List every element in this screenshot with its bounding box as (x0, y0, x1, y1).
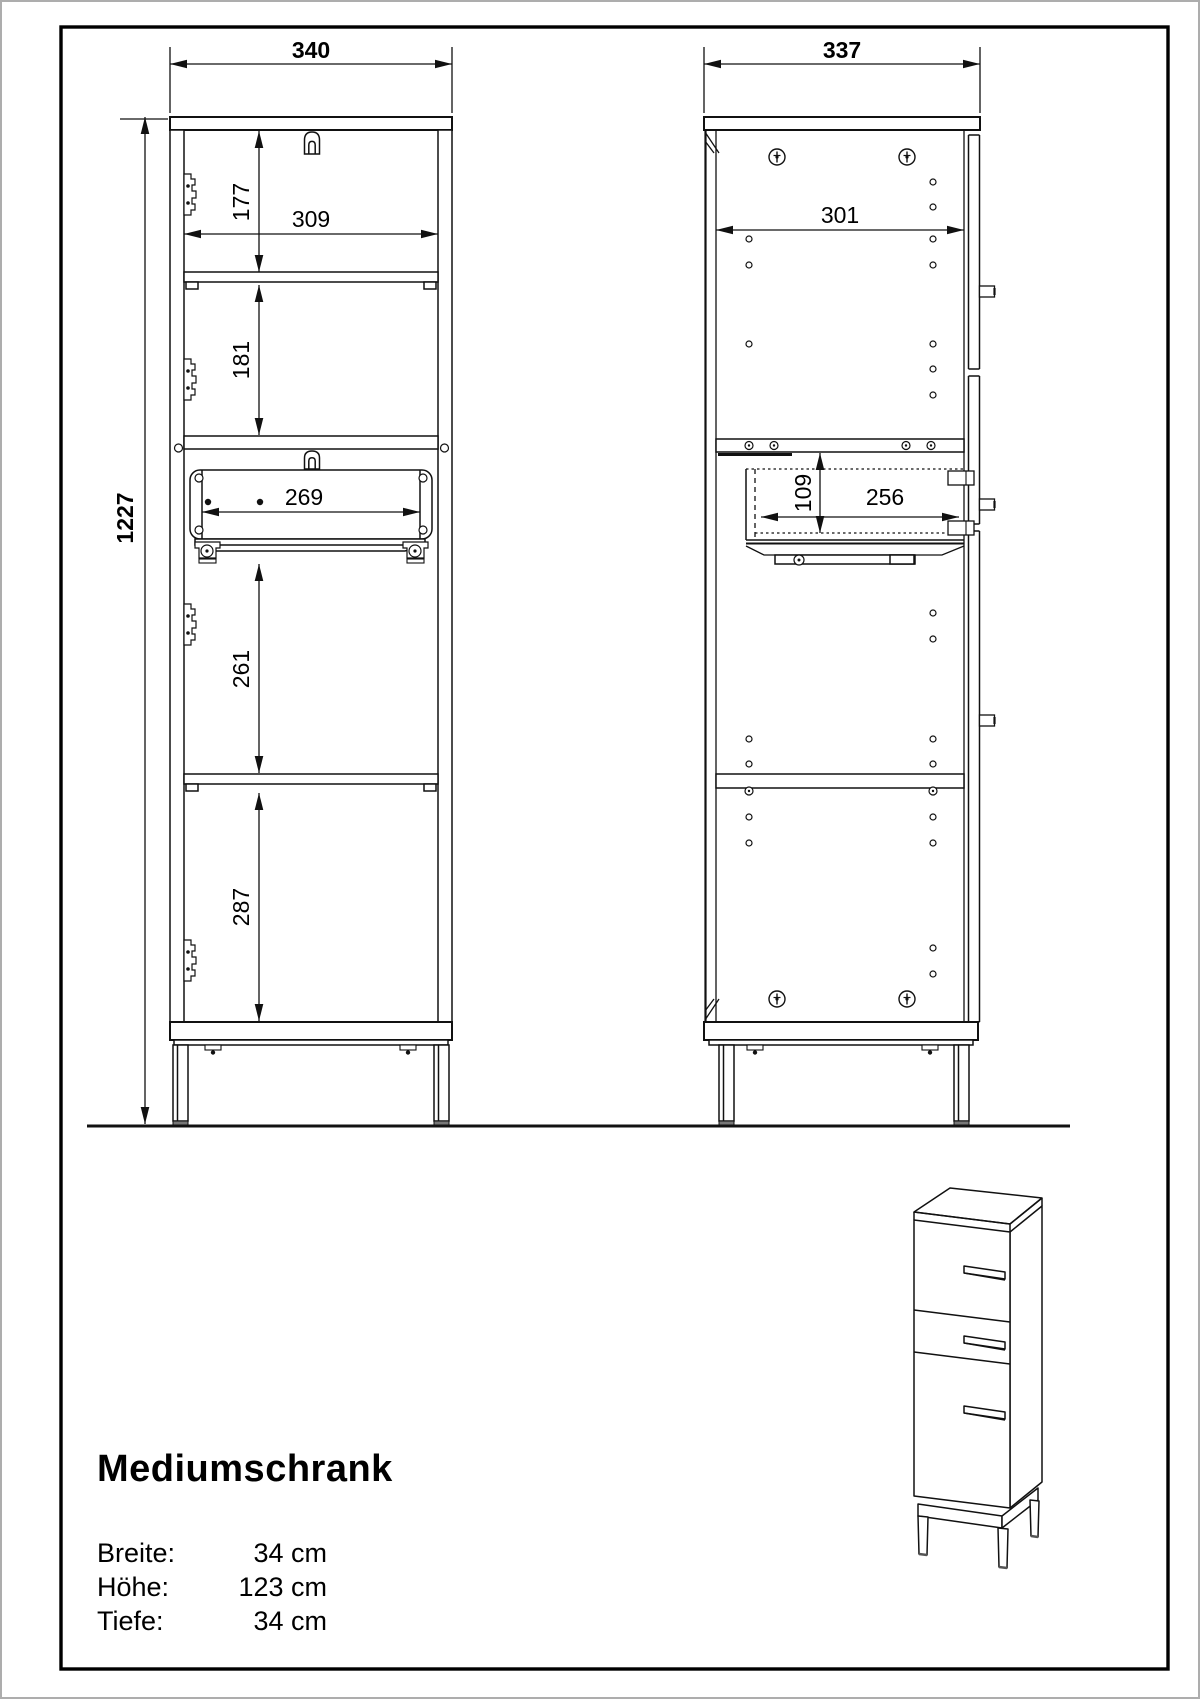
door-handle-icon (980, 286, 995, 297)
front-view-base (170, 1022, 452, 1127)
dim-rear-drawer-height (790, 453, 824, 533)
screw-icon (769, 991, 785, 1007)
dim-label: 337 (822, 37, 862, 63)
dim-front-bottom-section (228, 793, 263, 1021)
shelf-pin-holes (746, 179, 936, 977)
dim-front-third-section (228, 564, 263, 773)
drawer-clip-icon (948, 521, 974, 535)
dim-front-overall-width (170, 37, 452, 113)
hinge-icon (184, 174, 196, 215)
dim-front-overall-height (112, 117, 168, 1124)
rear-view-carcass (704, 117, 980, 1022)
spec-value: 123 cm (238, 1572, 327, 1602)
dim-front-top-section (228, 131, 263, 272)
drawer-clip-icon (948, 471, 974, 485)
dim-front-second-section (228, 285, 263, 435)
rear-view-drawing (704, 37, 995, 1127)
dim-label: 181 (228, 340, 254, 380)
dim-rear-overall-width (704, 37, 980, 113)
drawer-glider-icon (403, 542, 428, 563)
front-view-carcass (170, 117, 452, 1022)
technical-drawing-canvas (2, 2, 1200, 1699)
hinge-icon (184, 604, 196, 645)
spec-row (97, 1604, 327, 1638)
drawer-glider-icon (195, 542, 220, 563)
dim-label: 309 (291, 206, 331, 232)
spec-label: Breite: (97, 1538, 176, 1568)
spec-row (97, 1536, 327, 1570)
dim-rear-inner-width (716, 202, 964, 234)
dim-label: 301 (820, 202, 860, 228)
perspective-view-drawing (914, 1188, 1042, 1568)
dim-front-inner-width (184, 206, 438, 238)
rear-view-base (704, 1022, 978, 1127)
screw-icon (899, 149, 915, 165)
spec-row (97, 1570, 327, 1604)
keyhole-mount-icon (305, 451, 320, 469)
door-handle-icon (980, 715, 995, 726)
dim-label: 1227 (112, 492, 138, 544)
dim-label: 287 (228, 887, 254, 927)
spec-label: Tiefe: (97, 1606, 164, 1636)
spec-list (97, 1536, 327, 1638)
screw-icon (769, 149, 785, 165)
dim-label: 340 (291, 37, 331, 63)
dim-label: 261 (228, 649, 254, 689)
dim-label: 177 (228, 182, 254, 222)
product-title: Mediumschrank (97, 1448, 393, 1490)
keyhole-mount-icon (305, 132, 320, 154)
front-view-drawing (112, 37, 452, 1127)
hinge-icon (184, 359, 196, 400)
spec-value: 34 cm (253, 1538, 327, 1568)
dim-label: 109 (790, 473, 816, 513)
dim-label: 269 (284, 484, 324, 510)
rear-view-shelf2 (716, 774, 964, 795)
spec-value: 34 cm (253, 1606, 327, 1636)
door-handle-icon (980, 499, 995, 510)
screw-icon (899, 991, 915, 1007)
front-view-shelf2 (184, 774, 438, 791)
rear-view-fixed-board (716, 439, 964, 455)
dim-label: 256 (865, 484, 905, 510)
spec-label: Höhe: (97, 1572, 170, 1602)
rear-door-edge (969, 135, 980, 1022)
info-block (97, 1448, 393, 1491)
hinge-icon (184, 940, 196, 981)
